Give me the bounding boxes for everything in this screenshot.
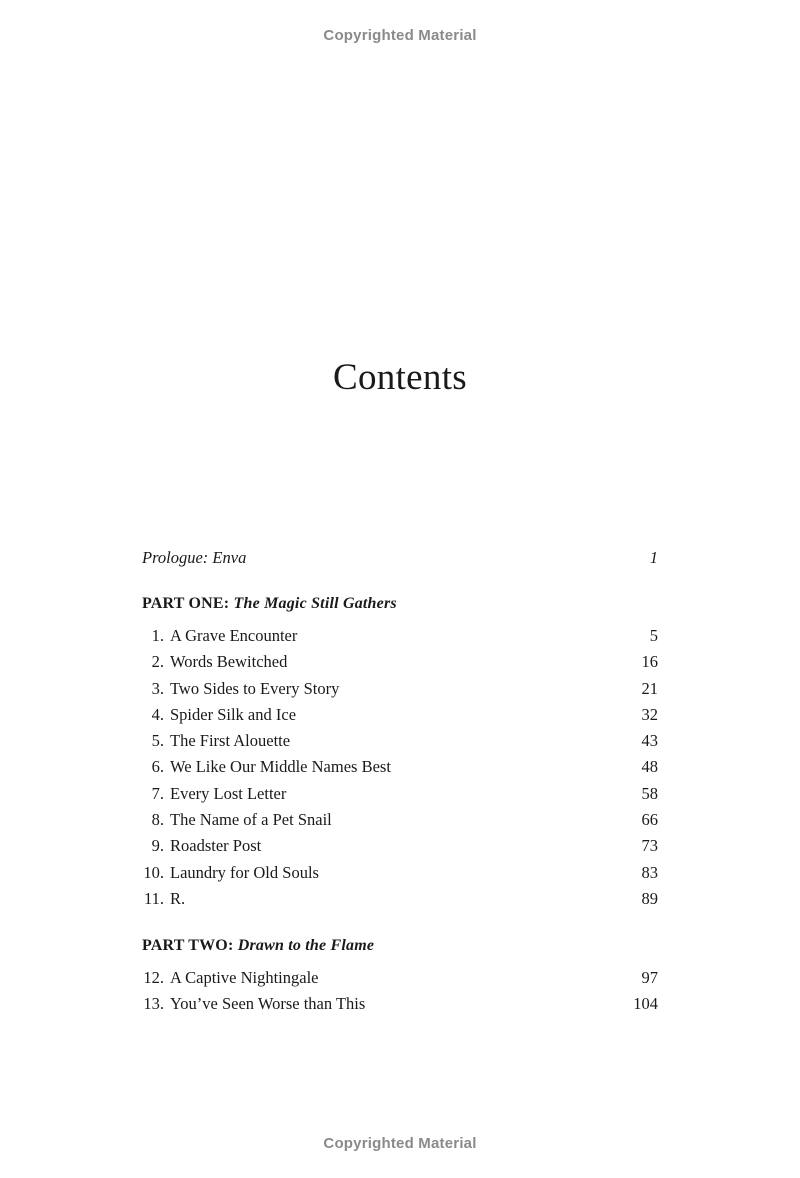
chapter-title: Laundry for Old Souls (170, 862, 319, 882)
chapter-title: The Name of a Pet Snail (170, 810, 332, 830)
prologue-label: Prologue: Enva (142, 548, 247, 567)
chapter-title: Words Bewitched (170, 652, 288, 672)
toc-chapter-row[interactable] (142, 704, 658, 730)
part-title: Drawn to the Flame (237, 937, 375, 954)
part-label: PART TWO: (142, 937, 234, 954)
chapter-page-number: 66 (641, 810, 658, 830)
chapter-number: 3. (151, 678, 164, 698)
chapter-page-number: 97 (641, 968, 658, 987)
chapter-page-number: 21 (641, 678, 658, 698)
chapter-title: R. (170, 888, 186, 908)
chapter-number: 2. (151, 652, 164, 672)
chapter-page-number: 83 (641, 862, 658, 882)
part-heading-two (142, 935, 658, 957)
toc-chapter-row[interactable] (142, 809, 658, 835)
toc-chapter-row[interactable] (142, 678, 658, 704)
chapter-page-number: 104 (633, 994, 658, 1014)
chapter-title: You’ve Seen Worse than This (170, 994, 366, 1014)
chapter-page-number: 32 (641, 704, 658, 724)
chapter-number: 13. (143, 994, 164, 1014)
chapter-number: 5. (151, 731, 164, 751)
toc-chapter-row[interactable] (142, 651, 658, 677)
chapter-title: A Grave Encounter (170, 626, 298, 645)
part-heading-one (142, 593, 658, 615)
toc-chapter-row[interactable] (142, 993, 658, 1019)
toc-chapter-row[interactable] (142, 730, 658, 756)
chapter-number: 7. (151, 783, 164, 803)
chapter-page-number: 58 (641, 783, 658, 803)
chapter-title: A Captive Nightingale (170, 968, 319, 987)
chapter-number: 10. (143, 862, 164, 882)
toc-chapter-row[interactable] (142, 862, 658, 888)
chapter-page-number: 16 (641, 652, 658, 672)
chapter-number: 11. (143, 888, 164, 908)
part-label: PART ONE: (142, 595, 230, 612)
chapter-title: Every Lost Letter (170, 783, 287, 803)
chapter-page-number: 5 (649, 626, 658, 645)
chapter-number: 9. (151, 836, 164, 856)
chapter-title: The First Alouette (170, 731, 291, 751)
chapter-title: We Like Our Middle Names Best (170, 757, 391, 777)
chapter-page-number: 48 (641, 757, 658, 777)
toc-part-two-chapters (142, 967, 658, 1020)
chapter-page-number: 89 (641, 888, 658, 908)
copyright-watermark-bottom: Copyrighted Material (323, 1135, 477, 1152)
chapter-number: 12. (143, 968, 164, 987)
chapter-title: Spider Silk and Ice (170, 704, 297, 724)
toc-chapter-row[interactable] (142, 625, 658, 651)
toc-chapter-row[interactable] (142, 888, 658, 914)
toc-chapter-row[interactable] (142, 835, 658, 861)
chapter-title: Roadster Post (170, 836, 262, 856)
toc-prologue[interactable] (142, 547, 658, 569)
chapter-number: 8. (151, 810, 164, 830)
page-title: Contents (333, 357, 467, 398)
copyright-watermark-top: Copyrighted Material (323, 27, 477, 44)
chapter-number: 4. (151, 704, 164, 724)
chapter-page-number: 43 (641, 731, 658, 751)
toc-chapter-row[interactable] (142, 783, 658, 809)
toc-chapter-row[interactable] (142, 967, 658, 993)
prologue-page-number: 1 (649, 548, 658, 567)
part-title: The Magic Still Gathers (233, 595, 397, 612)
chapter-page-number: 73 (641, 836, 658, 856)
toc-part-one-chapters (142, 625, 658, 914)
chapter-number: 1. (151, 626, 164, 645)
chapter-number: 6. (151, 757, 164, 777)
toc-chapter-row[interactable] (142, 756, 658, 782)
chapter-title: Two Sides to Every Story (170, 678, 340, 698)
